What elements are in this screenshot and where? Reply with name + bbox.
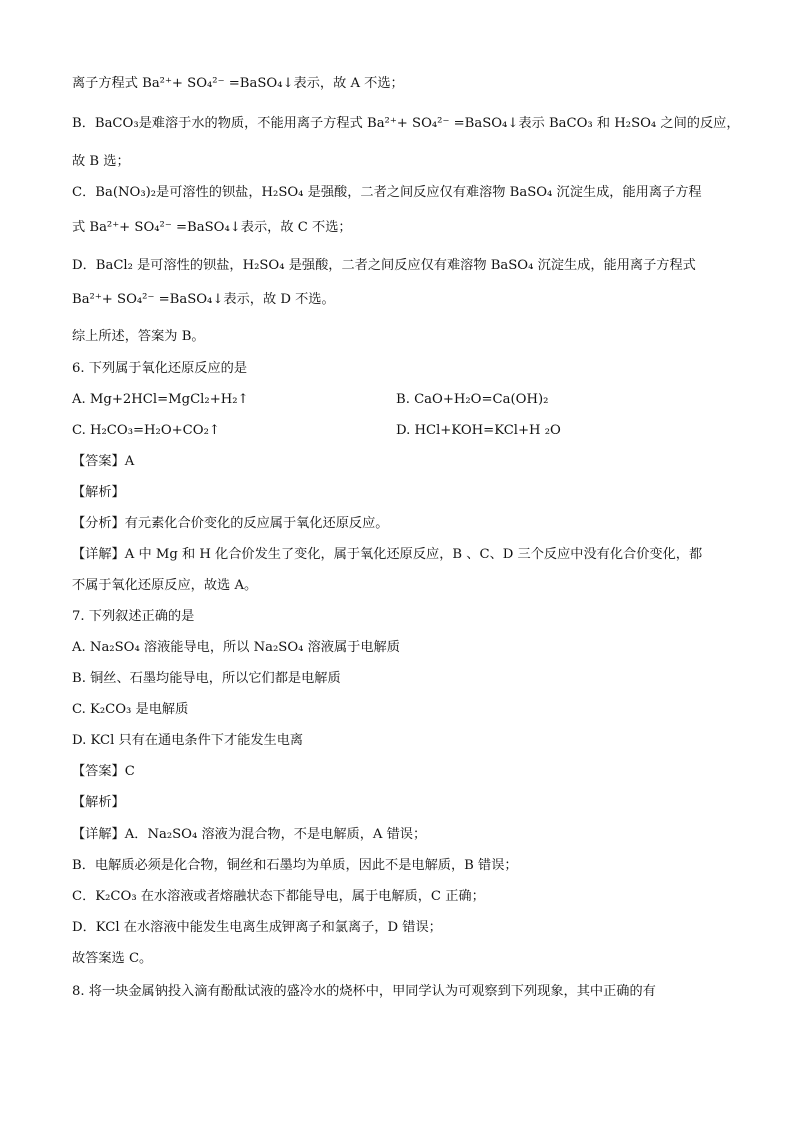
question-7-conclusion: 故答案选 C。 — [72, 951, 153, 966]
question-6-option-a: A. Mg+2HCl=MgCl₂+H₂↑ — [72, 392, 249, 407]
text-line: B．BaCO₃是难溶于水的物质，不能用离子方程式 Ba²⁺+ SO₄²⁻ =BaSO₄↓表示 BaCO₃ 和 H₂SO₄ 之间的反应， — [72, 116, 740, 131]
question-6-analysis-heading: 【解析】 — [72, 485, 125, 500]
question-7-option-a: A. Na₂SO₄ 溶液能导电，所以 Na₂SO₄ 溶液属于电解质 — [72, 640, 400, 655]
question-6-answer: 【答案】A — [72, 454, 135, 469]
question-6-option-d: D. HCl+KOH=KCl+H ₂O — [396, 423, 561, 438]
question-7-analysis-heading: 【解析】 — [72, 795, 125, 810]
question-6-detail: 【详解】A 中 Mg 和 H 化合价发生了变化，属于氧化还原反应，B 、C、D 三个反应中没有化合价变化，都 — [72, 547, 703, 562]
question-7-option-d: D. KCl 只有在通电条件下才能发生电离 — [72, 733, 304, 748]
question-6-analysis: 【分析】有元素化合价变化的反应属于氧化还原反应。 — [72, 516, 389, 531]
question-7-detail: B．电解质必须是化合物，铜丝和石墨均为单质，因此不是电解质，B 错误； — [72, 858, 518, 873]
question-7-stem: 7. 下列叙述正确的是 — [72, 609, 195, 624]
text-line: 离子方程式 Ba²⁺+ SO₄²⁻ =BaSO₄↓表示，故 A 不选； — [72, 76, 404, 91]
question-6-detail: 不属于氧化还原反应，故选 A。 — [72, 578, 258, 593]
question-7-detail: C．K₂CO₃ 在水溶液或者熔融状态下都能导电，属于电解质，C 正确； — [72, 889, 485, 904]
question-6-stem: 6. 下列属于氧化还原反应的是 — [72, 361, 248, 376]
text-line: D．BaCl₂ 是可溶性的钡盐，H₂SO₄ 是强酸，二者之间反应仅有难溶物 BaSO₄ 沉淀生成，能用离子方程式 — [72, 258, 696, 273]
text-line: 式 Ba²⁺+ SO₄²⁻ =BaSO₄↓表示，故 C 不选； — [72, 220, 352, 235]
text-line: C．Ba(NO₃)₂是可溶性的钡盐，H₂SO₄ 是强酸，二者之间反应仅有难溶物 BaSO₄ 沉淀生成，能用离子方程 — [72, 185, 702, 200]
question-7-answer: 【答案】C — [72, 764, 135, 779]
text-line: Ba²⁺+ SO₄²⁻ =BaSO₄↓表示，故 D 不选。 — [72, 292, 335, 307]
question-7-detail: 【详解】A．Na₂SO₄ 溶液为混合物，不是电解质，A 错误； — [72, 827, 427, 842]
question-7-option-b: B. 铜丝、石墨均能导电，所以它们都是电解质 — [72, 671, 341, 686]
question-8-stem: 8. 将一块金属钠投入滴有酚酞试液的盛冷水的烧杯中，甲同学认为可观察到下列现象，其中正确的有 — [72, 984, 656, 999]
text-line: 综上所述，答案为 B。 — [72, 329, 205, 344]
question-6-option-b: B. CaO+H₂O=Ca(OH)₂ — [396, 392, 549, 407]
question-6-option-c: C. H₂CO₃=H₂O+CO₂↑ — [72, 423, 220, 438]
text-line: 故 B 选； — [72, 154, 130, 169]
question-7-detail: D．KCl 在水溶液中能发生电离生成钾离子和氯离子，D 错误； — [72, 920, 442, 935]
question-7-option-c: C. K₂CO₃ 是电解质 — [72, 702, 189, 717]
